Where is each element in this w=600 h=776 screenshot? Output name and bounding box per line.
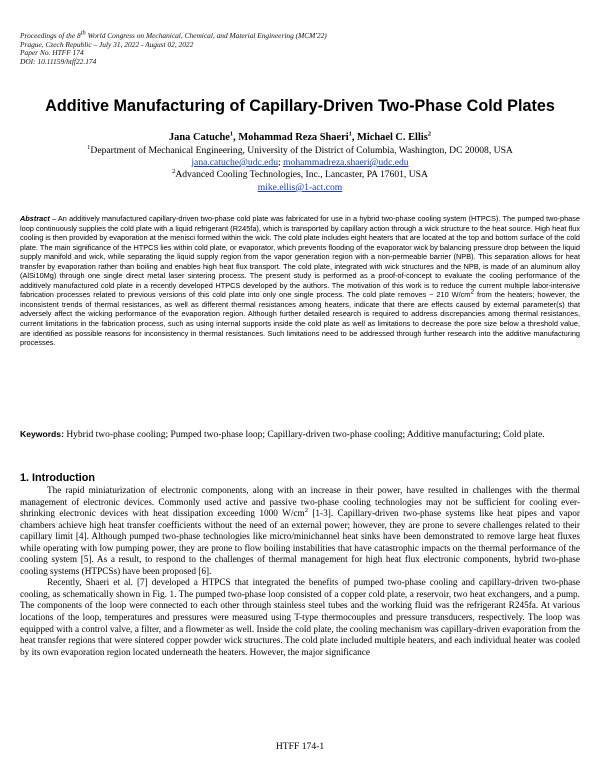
keywords: Keywords: Hybrid two-phase cooling; Pumped two-phase loop; Capillary-driven two-phase cooling; Additive manufacturing; Cold plate. xyxy=(20,429,545,440)
paragraph: Recently, Shaeri et al. [7] developed a HTPCS that integrated the benefits of pumped two-phase cooling and capillary-driven two-phase cooling, as schematically shown in Fig. 1. The pumped two-phase loop consisted of a copper cold plate, a reservoir, two heat exchangers, and a pump. The components of the loop were connected to each other through stainless steel tubes and the working fluid was the refrigerant R245fa. At various locations of the loop, temperatures and pressures were measured using T-type thermocouples and pressure transducers, respectively. The loop was equipped with a control valve, a filter, and a flowmeter as well. Inside the cold plate, the cooling mechanism was capillary-driven evaporation from the heat transfer regions that were sintered copper powder wick structures. The cold plate included multiple heaters, and each individual heater was cooled by its own evaporation region located underneath the heaters. However, the major significance xyxy=(20,578,580,658)
affiliation-2-email xyxy=(0,182,600,194)
author-name: Mohammad Reza Shaeri xyxy=(238,132,349,143)
keywords-label: Keywords: xyxy=(20,429,64,439)
paper-title: Additive Manufacturing of Capillary-Driven Two-Phase Cold Plates xyxy=(45,97,555,115)
affiliation-1-emails: jana.catuche@udc.edu; mohammadreza.shaeri@udc.edu xyxy=(191,157,409,168)
header-line-1: Proceedings of the 8th World Congress on Mechanical, Chemical, and Material Engineering (MCM'22) xyxy=(20,29,327,40)
section-heading: 1. Introduction xyxy=(20,472,95,484)
header-line-3: Paper No. HTFF 174 xyxy=(20,48,84,58)
email-link[interactable]: mike.ellis@1-act.com xyxy=(257,182,343,193)
email-link[interactable]: jana.catuche@udc.edu xyxy=(191,157,278,168)
page-footer: HTFF 174-1 xyxy=(275,741,325,752)
introduction-body xyxy=(20,486,580,659)
affiliation-1: $^1$Department of Mechanical Engineering, University of the District of Columbia, Washington, DC 20008, USA xyxy=(87,143,513,156)
abstract-label: Abstract xyxy=(20,214,50,223)
author-name: Michael C. Ellis xyxy=(357,132,428,143)
author-list: Jana Catuche$^1$, Mohammad Reza Shaeri$^1$, Michael C. Ellis$^2$ xyxy=(168,130,432,143)
author-name: Jana Catuche xyxy=(168,132,230,143)
header-line-2: Prague, Czech Republic – July 31, 2022 - August 02, 2022 xyxy=(20,39,194,49)
header-line-4: DOI: 10.11159/htff22.174 xyxy=(20,56,97,66)
conference-header xyxy=(20,29,460,66)
affiliation-2: $^2$Advanced Cooling Technologies, Inc., Lancaster, PA 17601, USA xyxy=(172,167,428,180)
abstract: Abstract – An additively manufactured capillary-driven two-phase cold plate was fabricated for use in a hybrid two-phase cooling system (HTPCS). The pumped two-phase loop continuously supplies the cold plate with a liquid refrigerant (R245fa), which is transported by capillary action through a wick structure to the heat source. High heat flux cooling is then provided by evaporation at the menisci formed within the wick. The cold plate includes eight heaters that are located at the top and bottom surface of the cold plate. The main significance of the HTPCS lies within cold plate, or evaporator, which prevents flooding of the evaporator wick by balancing pressure drop between the liquid supply manifold and wick, while separating the liquid supply region from the vapor generation region with a non-permeable barrier (NPB). This separation allows for heat transfer by evaporation rather than boiling and enables high heat flux transport. The cold plate, integrated with wick structures and the NPB, is made of an aluminum alloy (AlSi10Mg) through one single direct metal laser sintering process. The present study is performed as a proof-of-concept to evaluate the cooling performance of the additively manufactured cold plate in a recently developed HTPCS developed by the authors. The motivation of this work is to reduce the current multiple labor-intensive fabrication processes related to previous versions of this cold plate into only one single process. The cold plate removes ~ 210 W/cm2 from the heaters; however, the inconsistent trends of thermal resistances, as well as different thermal resistances among heaters, indicate that there are effects caused by external parameter(s) that adversely affect the wicking performance of the evaporation region. Although further detailed research is required to address discrepancies among thermal resistances, current limitations in the fabrication process, such as using internal supports inside the cold plate as well as limitations to decrease the pore size below a threshold value, are identified as possible reasons for inconsistency in thermal resistances. Such limitations need to be addressed through further research into the additive manufacturing processes. xyxy=(20,214,580,348)
paragraph: The rapid miniaturization of electronic components, along with an increase in their power, have resulted in challenges with the thermal management of electronic devices. Commonly used active and passive two-phase cooling technologies may not be sufficient for cooling ever-shrinking electronic devices with heat dissipation exceeding 1000 $W/cm^2$ [1-3]. Capillary-driven two-phase systems like heat pipes and vapor chambers achieve high heat transfer coefficients without the need of an external power; however, they are prone to severe challenges related to their capillary limit [4]. Although pumped two-phase technologies like micro/minichannel heat sinks have been demonstrated to remove large heat fluxes while operating with low pumping power, they are prone to flow boiling instabilities that have catastrophic impacts on the thermal performance of the cooling system [5]. As a result, to respond to the challenges of thermal management for high heat flux electronic components, hybrid two-phase cooling systems (HTPCSs) have been proposed [6]. xyxy=(20,486,580,577)
email-link[interactable]: mohammadreza.shaeri@udc.edu xyxy=(283,157,409,168)
